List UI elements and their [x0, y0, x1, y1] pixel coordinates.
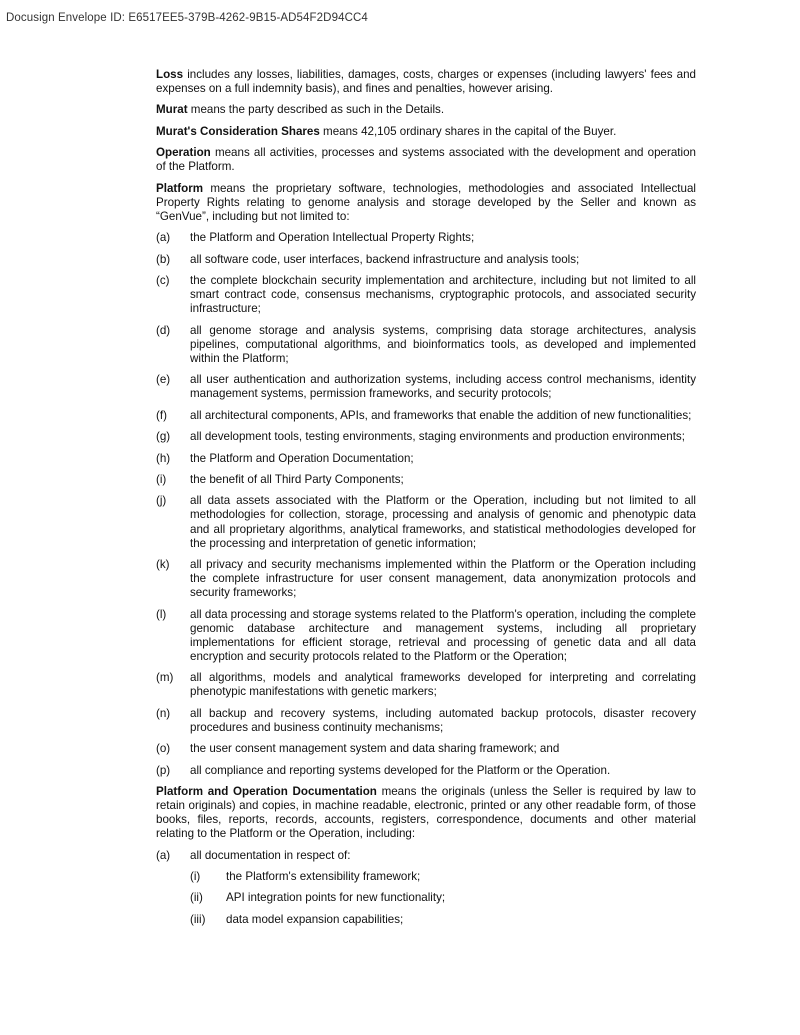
sub-list-item	[190, 870, 696, 884]
definition-text: means 42,105 ordinary shares in the capital of the Buyer.	[319, 124, 617, 138]
item-text: all backup and recovery systems, including automated backup protocols, disaster recovery procedures and business continuity mechanisms;	[190, 706, 696, 734]
item-label: (b)	[156, 252, 171, 266]
definition-murat-consideration-shares	[156, 125, 696, 139]
defined-term: Platform	[156, 181, 204, 195]
list-item	[156, 494, 696, 550]
item-text: all privacy and security mechanisms implemented within the Platform or the Operation including the complete infrastructure for user consent management, data anonymization protocols and security frameworks;	[190, 557, 696, 600]
item-label: (m)	[156, 671, 174, 685]
item-text: the Platform and Operation Intellectual Property Rights;	[190, 231, 475, 245]
item-text: all data assets associated with the Platform or the Operation, including but not limited to all methodologies for collection, storage, processing and analysis of genomic and phenotypic data and all proprietary algorithms, analytical frameworks, and statistical methodologies developed for the processing and interpretation of genetic information;	[190, 494, 696, 550]
item-label: (f)	[156, 408, 167, 422]
subitem-text: data model expansion capabilities;	[226, 912, 404, 926]
item-label: (n)	[156, 706, 171, 720]
item-label: (l)	[156, 607, 167, 621]
definition-loss	[156, 68, 696, 96]
item-label: (a)	[156, 848, 171, 862]
item-text: all development tools, testing environments, staging environments and production environments;	[190, 430, 685, 444]
item-text: the benefit of all Third Party Components;	[190, 472, 404, 486]
definition-murat	[156, 103, 696, 117]
list-item	[156, 473, 696, 487]
item-label: (g)	[156, 430, 171, 444]
definition-operation	[156, 146, 696, 174]
item-text: all genome storage and analysis systems, comprising data storage architectures, analysis pipelines, computational algorithms, and bioinformatics tools, as developed and implemented within the Platform;	[190, 323, 696, 365]
definition-text: means the originals (unless the Seller is required by law to retain originals) and copies, in machine readable, electronic, printed or any other readable form, of those books, files, reports, records, accounts, registers, correspondence, documents and other material relating to the Platform or the Operation, including:	[156, 784, 696, 841]
list-item	[156, 742, 696, 756]
item-text: all software code, user interfaces, backend infrastructure and analysis tools;	[190, 252, 580, 266]
document-page	[156, 68, 696, 934]
definition-text: includes any losses, liabilities, damages, costs, charges or expenses (including lawyers' fees and expenses on a full indemnity basis), and fines and penalties, however arising.	[156, 68, 696, 96]
item-text: all architectural components, APIs, and frameworks that enable the addition of new functionalities;	[190, 408, 692, 422]
subitem-label: (ii)	[190, 891, 203, 905]
definition-text: means the proprietary software, technologies, methodologies and associated Intellectual Property Rights relating to genome analysis and storage developed by the Seller and known as “GenVue”, including but not limited to:	[156, 181, 696, 223]
list-item	[156, 671, 696, 699]
item-label: (d)	[156, 323, 171, 337]
list-item	[156, 558, 696, 600]
item-label: (j)	[156, 494, 167, 508]
item-label: (k)	[156, 557, 170, 571]
subitem-text: API integration points for new functionality;	[226, 891, 446, 905]
list-item	[156, 452, 696, 466]
item-text: all data processing and storage systems related to the Platform's operation, including the complete genomic database architecture and management systems, including all proprietary implementations for efficient storage, retrieval and processing of genetic data and all data encryption and security protocols related to the Platform or the Operation;	[190, 607, 696, 663]
list-item	[156, 409, 696, 423]
list-item	[156, 707, 696, 735]
definition-text: means the party described as such in the Details.	[187, 103, 445, 117]
list-item	[156, 373, 696, 401]
definition-text: means all activities, processes and systems associated with the development and operation of the Platform.	[156, 146, 696, 174]
envelope-id-header: Docusign Envelope ID: E6517EE5-379B-4262-9B15-AD54F2D94CC4	[6, 12, 368, 24]
item-text: the Platform and Operation Documentation;	[190, 451, 414, 465]
item-label: (i)	[156, 472, 167, 486]
sub-list-item	[190, 913, 696, 927]
list-item	[156, 231, 696, 245]
item-label: (a)	[156, 231, 171, 245]
definition-platform-documentation	[156, 785, 696, 841]
defined-term: Murat's Consideration Shares	[156, 124, 320, 138]
list-item	[156, 849, 696, 863]
defined-term: Loss	[156, 68, 184, 81]
item-text: all algorithms, models and analytical frameworks developed for interpreting and correlating phenotypic manifestations with genetic markers;	[190, 671, 696, 699]
list-item	[156, 430, 696, 444]
list-item	[156, 274, 696, 316]
item-label: (p)	[156, 763, 171, 777]
subitem-text: the Platform's extensibility framework;	[226, 870, 421, 884]
item-text: all documentation in respect of:	[190, 848, 351, 862]
subitem-label: (i)	[190, 870, 201, 884]
list-item	[156, 608, 696, 664]
list-item	[156, 324, 696, 366]
defined-term: Murat	[156, 103, 188, 117]
defined-term: Platform and Operation Documentation	[156, 784, 377, 798]
item-label: (o)	[156, 742, 171, 756]
subitem-label: (iii)	[190, 912, 206, 926]
defined-term: Operation	[156, 146, 211, 160]
item-text: the user consent management system and data sharing framework; and	[190, 742, 560, 756]
item-text: the complete blockchain security implementation and architecture, including but not limited to all smart contract code, consensus mechanisms, cryptographic protocols, and associated security infrastructure;	[190, 274, 696, 316]
list-item	[156, 253, 696, 267]
item-label: (e)	[156, 373, 171, 387]
sub-list-item	[190, 891, 696, 905]
item-text: all compliance and reporting systems developed for the Platform or the Operation.	[190, 763, 611, 777]
item-label: (h)	[156, 451, 171, 465]
item-text: all user authentication and authorization systems, including access control mechanisms, identity management systems, permission frameworks, and security protocols;	[190, 373, 696, 401]
list-item	[156, 764, 696, 778]
item-label: (c)	[156, 274, 170, 288]
definition-platform	[156, 182, 696, 224]
